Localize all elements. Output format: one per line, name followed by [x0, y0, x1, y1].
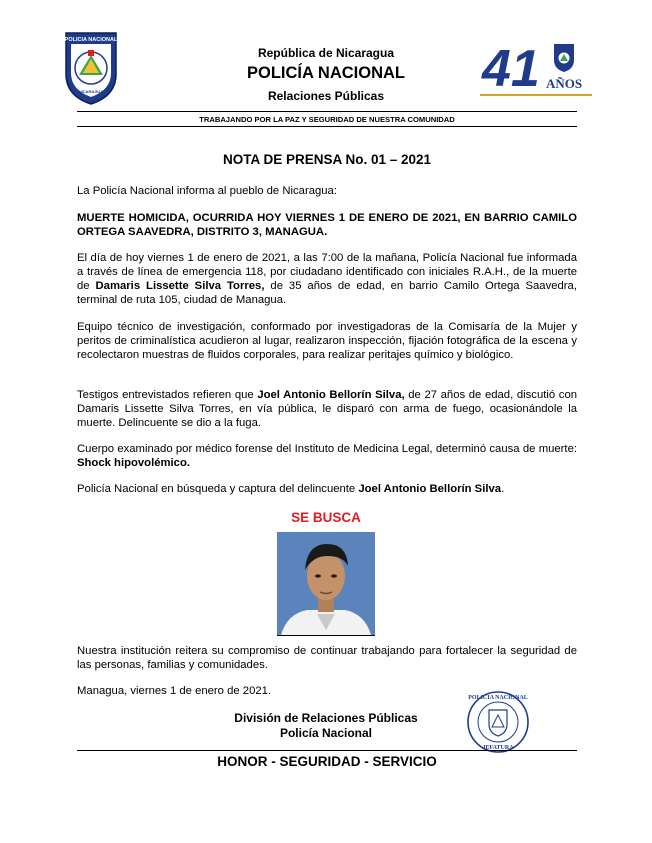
department-label: Relaciones Públicas — [267, 89, 385, 103]
wanted-label: SE BUSCA — [291, 510, 361, 525]
signature-division: División de Relaciones Públicas — [234, 711, 418, 725]
paragraph-search: Policía Nacional en búsqueda y captura del delincuente Joel Antonio Bellorín Silva. — [77, 483, 505, 495]
place-date: Managua, viernes 1 de enero de 2021. — [77, 685, 272, 697]
headline-paragraph: MUERTE HOMICIDA, OCURRIDA HOY VIERNES 1 DE ENERO DE 2021, EN BARRIO CAMILO ORTEGA SAAVEDRA, DISTRITO 3, MANAGUA. — [77, 212, 577, 238]
closing-paragraph: Nuestra institución reitera su compromiso de continuar trabajando para fortalecer la seguridad de las personas, familias y comunidades. — [77, 645, 577, 671]
svg-text:41: 41 — [482, 40, 540, 98]
policia-nacional-badge-logo — [62, 30, 120, 106]
footer-motto: HONOR - SEGURIDAD - SERVICIO — [217, 754, 437, 769]
suspect-photo — [277, 532, 375, 635]
signature-institution: Policía Nacional — [279, 726, 373, 740]
paragraph-report: El día de hoy viernes 1 de enero de 2021, a las 7:00 de la mañana, Policía Nacional fue informada a través de línea de emergencia 118, por ciudadano identificado con iniciales R.A.H., de la muerte de Damaris Lissette Silva Torres, de 35 años de edad, en barrio Camilo Ortega Saavedra, terminal de ruta 105, ciudad de Managua. — [77, 252, 577, 306]
anniversary-41-logo — [478, 40, 594, 98]
svg-text:POLICIA NACIONAL: POLICIA NACIONAL — [64, 37, 118, 43]
svg-text:POLICIA NACIONAL: POLICIA NACIONAL — [468, 695, 528, 701]
paragraph-witnesses: Testigos entrevistados refieren que Joel Antonio Bellorín Silva, de 27 años de edad, discutió con Damaris Lissette Silva Torres, en vía pública, le disparó con arma de fuego, ocasionándole la muerte. Delincuente se dio a la fuga. — [77, 389, 578, 429]
institution-title: POLICÍA NACIONAL — [247, 64, 405, 82]
jefatura-seal-stamp — [466, 690, 530, 754]
republic-label: República de Nicaragua — [257, 46, 395, 60]
paragraph-investigation: Equipo técnico de investigación, conformado por investigadoras de la Comisaría de la Mujer y peritos de criminalística acudieron al lugar, realizaron inspección, fijación fotográfica de la escena y recolectaron muestras de fluidos corporales, para realizar peritajes químico y biológico. — [77, 321, 577, 361]
header-top-rule — [77, 111, 577, 112]
paragraph-forensic: Cuerpo examinado por médico forense del Instituto de Medicina Legal, determinó causa de muerte: Shock hipovolémico. — [77, 443, 577, 469]
photo-underline — [277, 635, 375, 636]
svg-text:AÑOS: AÑOS — [545, 76, 583, 91]
svg-text:NICARAGUA: NICARAGUA — [78, 89, 104, 94]
header-bottom-rule — [77, 126, 577, 127]
motto-bar: TRABAJANDO POR LA PAZ Y SEGURIDAD DE NUESTRA COMUNIDAD — [199, 115, 455, 124]
press-note-title: NOTA DE PRENSA No. 01 – 2021 — [222, 152, 432, 167]
intro-paragraph: La Policía Nacional informa al pueblo de Nicaragua: — [77, 185, 337, 197]
svg-text:JEFATURA: JEFATURA — [482, 745, 514, 751]
footer-rule — [77, 750, 577, 751]
